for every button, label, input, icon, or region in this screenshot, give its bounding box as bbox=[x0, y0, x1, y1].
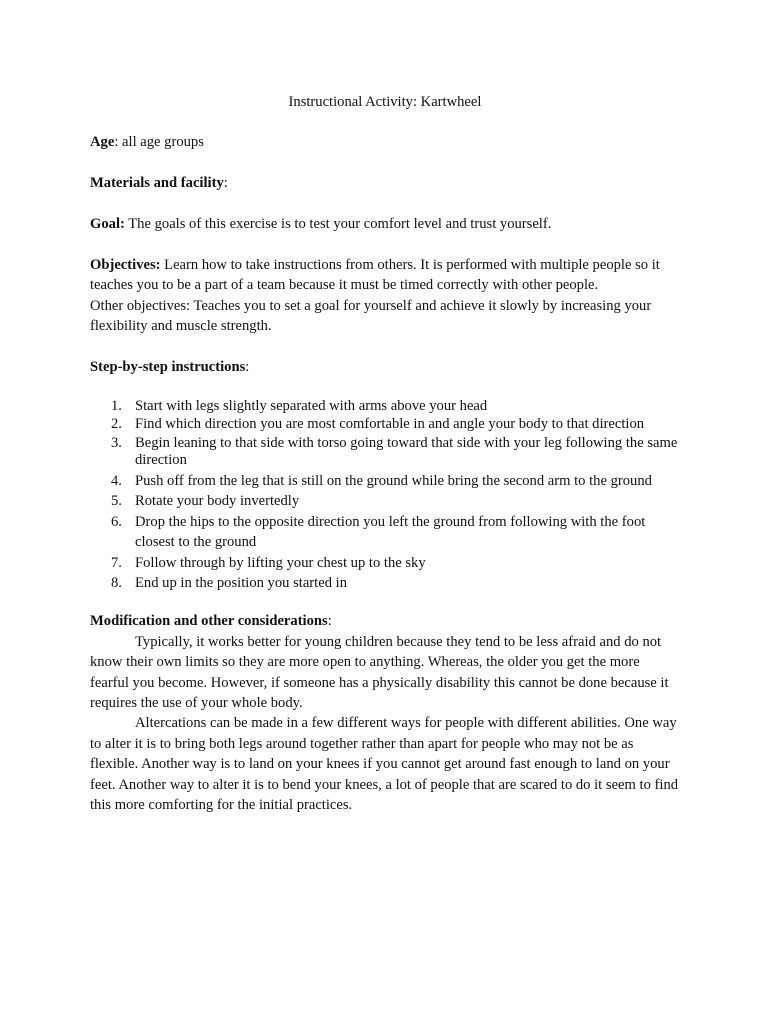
document-page bbox=[90, 92, 680, 815]
modification-paragraph-1: Typically, it works better for young children because they tend to be less afraid and do not know their own limits so they are more open to anything. Whereas, the older you get the more fearful you become. However, if someone has a physically disability this cannot be done because it requires the use of your whole body. bbox=[90, 633, 669, 712]
modification-paragraph-2: Altercations can be made in a few different ways for people with different abilities. One way to alter it is to bring both legs around together rather than apart for people who may not be as flexible. Another way is to land on your knees if you cannot get around fast enough to land on your feet. Another way to alter it is to bend your knees, a lot of people that are scared to do it seem to find this more comforting for the initial practices. bbox=[90, 715, 679, 814]
steps-heading-label: Step-by-step instructions bbox=[90, 358, 246, 375]
step-text: Start with legs slightly separated with arms above your head bbox=[135, 397, 488, 414]
step-text: End up in the position you started in bbox=[135, 575, 347, 592]
step-text: Drop the hips to the opposite direction you left the ground from following with the foot closest to the ground bbox=[135, 513, 646, 551]
list-item bbox=[90, 491, 680, 511]
step-number: 6. bbox=[111, 513, 122, 530]
step-number: 5. bbox=[111, 493, 122, 510]
list-item bbox=[90, 416, 680, 434]
materials-label: Materials and facility bbox=[90, 175, 224, 192]
step-text: Find which direction you are most comfortable in and angle your body to that direction bbox=[135, 416, 645, 433]
list-item bbox=[90, 553, 680, 573]
step-text: Follow through by lifting your chest up to the sky bbox=[135, 554, 426, 571]
goal-line bbox=[90, 214, 680, 234]
age-line bbox=[90, 132, 680, 152]
steps-heading-sep: : bbox=[245, 358, 250, 375]
step-text: Push off from the leg that is still on the ground while bring the second arm to the ground bbox=[135, 472, 652, 489]
list-item bbox=[90, 512, 680, 553]
modification-section bbox=[90, 611, 680, 815]
list-item bbox=[90, 573, 680, 593]
step-number: 8. bbox=[111, 575, 122, 592]
materials-line bbox=[90, 173, 680, 193]
list-item bbox=[90, 398, 680, 416]
step-text: Begin leaning to that side with torso going toward that side with your leg following the same direction bbox=[135, 434, 678, 469]
age-label: Age bbox=[90, 134, 115, 151]
modification-heading bbox=[90, 611, 680, 631]
list-item bbox=[90, 435, 680, 470]
other-objectives: Other objectives: Teaches you to set a goal for yourself and achieve it slowly by increasing your flexibility and muscle strength. bbox=[90, 297, 652, 335]
objectives-section bbox=[90, 255, 680, 337]
materials-sep: : bbox=[223, 175, 228, 192]
age-value: all age groups bbox=[118, 134, 204, 151]
steps-list bbox=[90, 398, 680, 594]
goal-value: The goals of this exercise is to test your comfort level and trust yourself. bbox=[124, 216, 552, 232]
objectives-line bbox=[90, 255, 680, 296]
steps-heading bbox=[90, 357, 680, 377]
goal-label: Goal: bbox=[90, 216, 125, 232]
step-number: 3. bbox=[111, 434, 122, 451]
objectives-value: Learn how to take instructions from others. It is performed with multiple people so it teaches you to be a part of a team because it must be timed correctly with other people. bbox=[90, 256, 660, 294]
step-number: 4. bbox=[111, 472, 122, 489]
step-number: 7. bbox=[111, 554, 122, 571]
step-number: 1. bbox=[111, 397, 122, 414]
objectives-label: Objectives: bbox=[90, 256, 161, 273]
list-item bbox=[90, 471, 680, 491]
document-title: Instructional Activity: Kartwheel bbox=[288, 94, 482, 110]
modification-sep: : bbox=[327, 613, 332, 630]
age-sep: : bbox=[114, 134, 119, 151]
step-text: Rotate your body invertedly bbox=[135, 493, 300, 510]
modification-label: Modification and other considerations bbox=[90, 613, 328, 630]
step-number: 2. bbox=[111, 416, 122, 433]
